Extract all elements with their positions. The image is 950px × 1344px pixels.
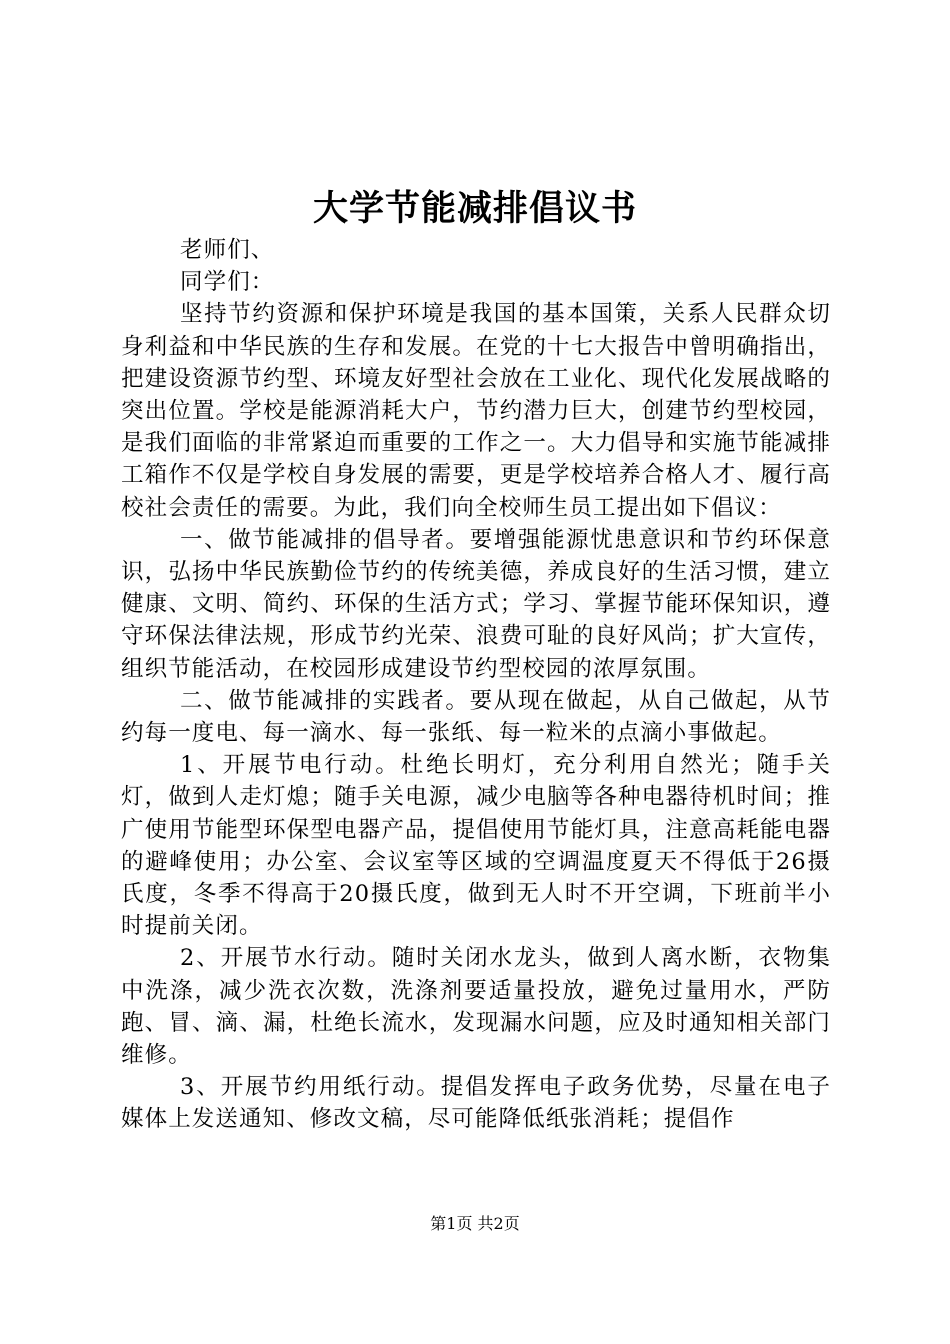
salutation-teachers: 老师们、	[180, 237, 275, 263]
page-footer: 第1页 共2页	[430, 1214, 520, 1233]
paragraph-advocate: 一、做节能减排的倡导者。要增强能源忧患意识和节约环保意识，弘扬中华民族勤俭节约的传统美德，养成良好的生活习惯，建立健康、文明、简约、环保的生活方式；学习、掌握节能环保知识，遵守环保法律法规，形成节约光荣、浪费可耻的良好风尚；扩大宣传，组织节能活动，在校园形成建设节约型校园的浓厚氛围。	[121, 526, 831, 682]
paragraph-paper: 3、开展节约用纸行动。提倡发挥电子政务优势，尽量在电子媒体上发送通知、修改文稿，尽可能降低纸张消耗；提倡作	[121, 1074, 831, 1133]
paragraph-water: 2、开展节水行动。随时关闭水龙头，做到人离水断，衣物集中洗涤，减少洗衣次数，洗涤剂要适量投放，避免过量用水，严防跑、冒、滴、漏，杜绝长流水，发现漏水问题，应及时通知相关部门维修。	[121, 945, 831, 1069]
document-body	[121, 234, 831, 1136]
document-title: 大学节能减排倡议书	[312, 188, 637, 229]
paragraph-intro: 坚持节约资源和保护环境是我国的基本国策，关系人民群众切身利益和中华民族的生存和发展。在党的十七大报告中曾明确指出，把建设资源节约型、环境友好型社会放在工业化、现代化发展战略的突出位置。学校是能源消耗大户，节约潜力巨大，创建节约型校园，是我们面临的非常紧迫而重要的工作之一。大力倡导和实施节能减排工箱作不仅是学校自身发展的需要，更是学校培养合格人才、履行高校社会责任的需要。为此，我们向全校师生员工提出如下倡议：	[121, 301, 831, 521]
salutation-students: 同学们：	[180, 269, 275, 296]
paragraph-electricity: 1、开展节电行动。杜绝长明灯，充分利用自然光；随手关灯，做到人走灯熄；随手关电源，减少电脑等各种电器待机时间；推广使用节能型环保型电器产品，提倡使用节能灯具，注意高耗能电器的避峰使用；办公室、会议室等区域的空调温度夏天不得低于26摄氏度，冬季不得高于20摄氏度，做到无人时不开空调，下班前半小时提前关闭。	[121, 752, 831, 940]
paragraph-practitioner: 二、做节能减排的实践者。要从现在做起，从自己做起，从节约每一度电、每一滴水、每一张纸、每一粒米的点滴小事做起。	[121, 687, 831, 747]
